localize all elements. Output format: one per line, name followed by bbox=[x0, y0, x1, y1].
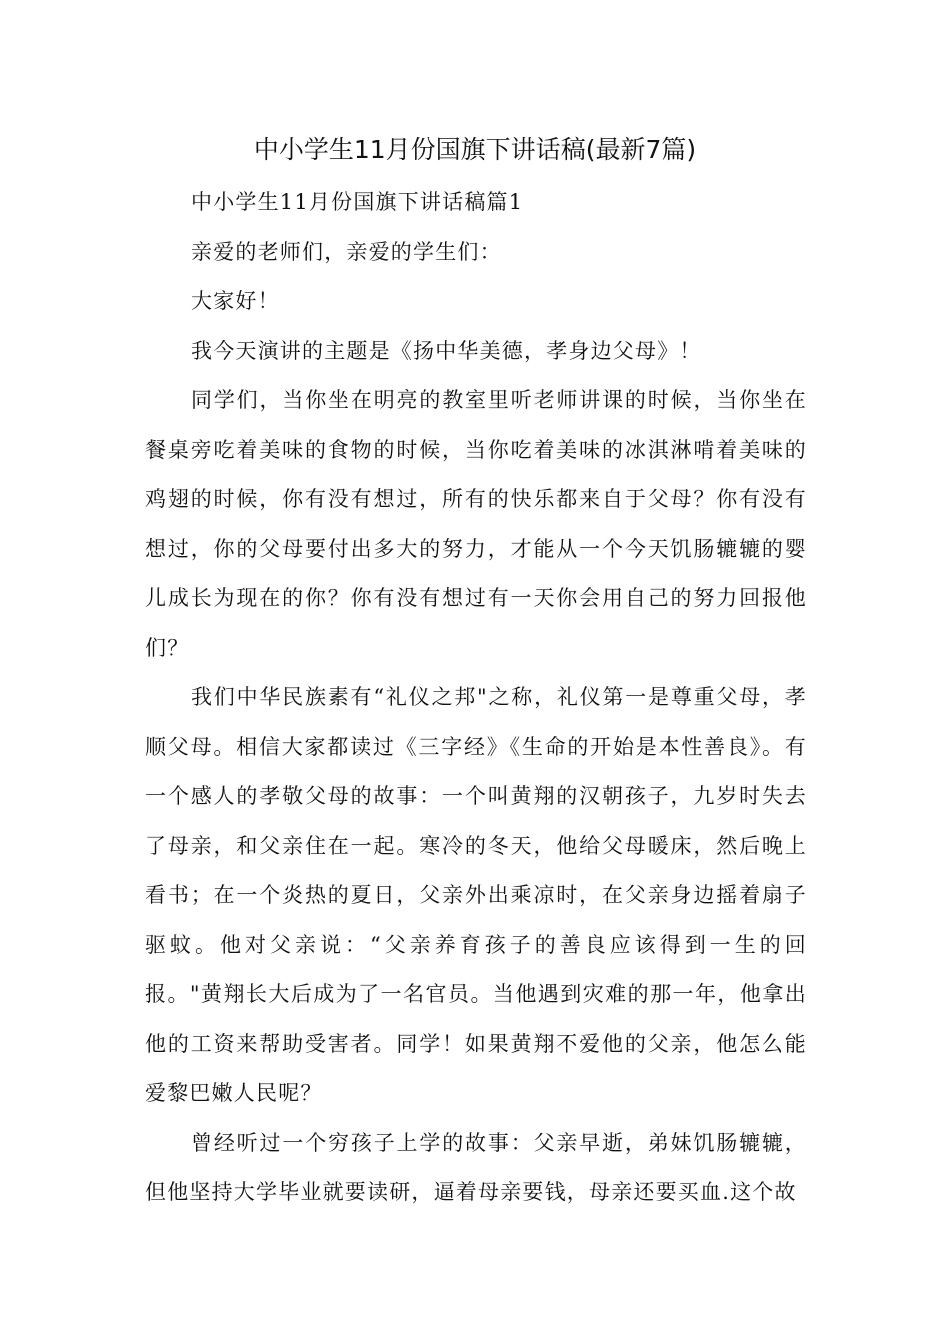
greeting: 大家好！ bbox=[191, 289, 280, 313]
speech-theme: 我今天演讲的主题是《扬中华美德，孝身边父母》！ bbox=[191, 338, 702, 363]
body-paragraph: 我们中华民族素有“礼仪之邦"之称，礼仪第一是尊重父母，孝顺父母。相信大家都读过《三字经》《生命的开始是本性善良》。有一个感人的孝敬父母的故事：一个叫黄翔的汉朝孩子，九岁时失去了母亲，和父亲住在一起。寒冷的冬天，他给父母暖床，然后晚上看书；在一个炎热的夏日，父亲外出乘凉时，在父亲身边摇着扇子驱蚊。他对父亲说：“父亲养育孩子的善良应该得到一生的回报。"黄翔长大后成为了一名官员。当他遇到灾难的那一年，他拿出他的工资来帮助受害者。同学！如果黄翔不爱他的父亲，他怎么能爱黎巴嫩人民呢？ bbox=[145, 685, 807, 1105]
salutation: 亲爱的老师们，亲爱的学生们： bbox=[191, 239, 502, 264]
section-heading: 中小学生11月份国旗下讲话稿篇1 bbox=[191, 190, 524, 214]
document-body bbox=[145, 178, 807, 1218]
document-title: 中小学生11月份国旗下讲话稿(最新7篇) bbox=[253, 135, 697, 164]
body-paragraph: 同学们，当你坐在明亮的教室里听老师讲课的时候，当你坐在餐桌旁吃着美味的食物的时候，当你吃着美味的冰淇淋啃着美味的鸡翅的时候，你有没有想过，所有的快乐都来自于父母？你有没有想过，你的父母要付出多大的努力，才能从一个今天饥肠辘辘的婴儿成长为现在的你？你有没有想过有一天你会用自己的努力回报他们？ bbox=[145, 388, 807, 660]
body-paragraph: 曾经听过一个穷孩子上学的故事：父亲早逝，弟妹饥肠辘辘，但他坚持大学毕业就要读研，逼着母亲要钱，母亲还要买血.这个故 bbox=[145, 1130, 807, 1204]
